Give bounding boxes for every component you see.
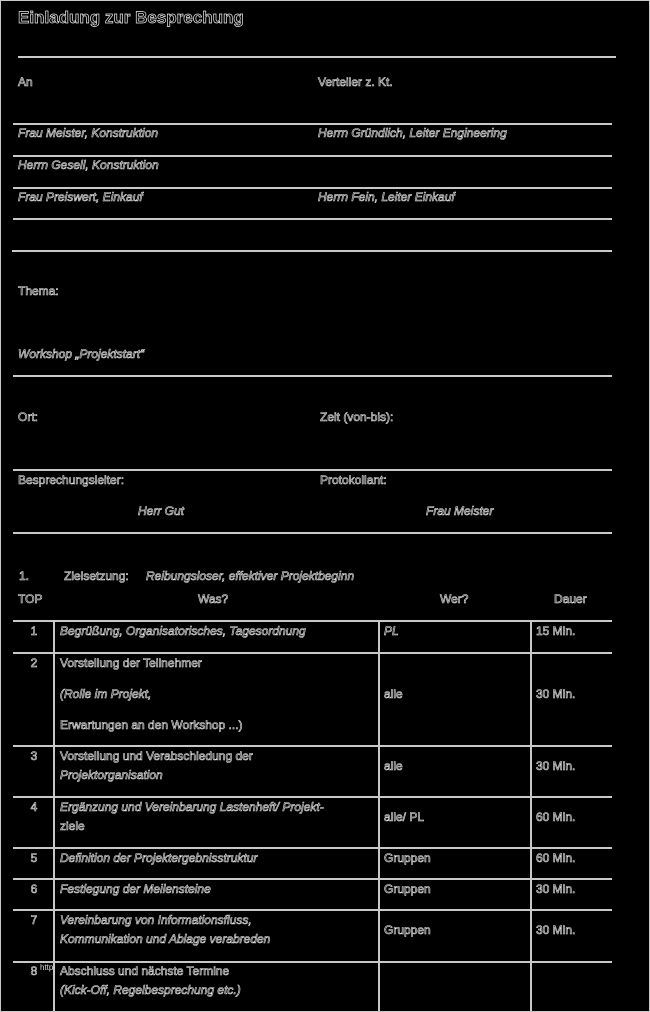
row-top: 2 [30, 656, 38, 670]
topic-value: Workshop „Projektstart“ [18, 347, 145, 361]
row-who: Gruppen [384, 851, 431, 865]
recipient-to: Frau Preiswert, Einkauf [18, 190, 143, 204]
table-column-divider [530, 620, 532, 1012]
row-who: alle [384, 759, 403, 773]
time-label: Zeit (von-bis): [320, 410, 394, 424]
row-what: (Kick-Off, Regelbesprechung etc.) [60, 983, 241, 997]
table-row-divider [13, 961, 612, 963]
divider [13, 532, 612, 534]
divider [13, 187, 612, 189]
row-duration: 60 Min. [536, 851, 576, 865]
divider [13, 469, 612, 471]
topic-label: Thema: [18, 284, 59, 298]
row-top: 7 [30, 913, 38, 927]
row-top: 1 [30, 624, 38, 638]
row-top: 8 [30, 964, 38, 978]
row-what: Festlegung der Meilensteine [60, 882, 211, 896]
row-what: ziele [60, 819, 85, 833]
row-duration: 15 Min. [536, 624, 576, 638]
table-row-divider [13, 745, 612, 747]
goal-label: Zielsetzung: [64, 569, 129, 583]
goal-number: 1. [19, 569, 30, 583]
row-who: Gruppen [384, 923, 431, 937]
recipient-to: Frau Meister, Konstruktion [18, 126, 159, 140]
row-who: Gruppen [384, 882, 431, 896]
minutes-value: Frau Meister [426, 504, 494, 518]
row-who: alle [384, 687, 403, 701]
row-what: Definition der Projektergebnisstruktur [60, 851, 258, 865]
header-duration: Dauer [554, 592, 587, 606]
recipient-to: Herrn Gesell, Konstruktion [18, 158, 159, 172]
row-duration: 60 Min. [536, 810, 576, 824]
table-row-divider [13, 796, 612, 798]
table-row-divider [13, 652, 612, 654]
row-what: Vereinbarung von Informationsfluss, [60, 913, 252, 927]
row-top: 3 [30, 749, 38, 763]
row-top: 4 [30, 800, 38, 814]
recipient-cc: Herrn Gründlich, Leiter Engineering [318, 126, 507, 140]
overlay-link-text: http [40, 963, 54, 972]
row-duration: 30 Min. [536, 923, 576, 937]
row-what: Abschluss und nächste Termine [60, 964, 230, 978]
row-what: Vorstellung der Teilnehmer [60, 656, 202, 670]
recipient-cc: Herrn Fein, Leiter Einkauf [318, 190, 455, 204]
row-what: Kommunikation und Ablage verabreden [60, 932, 271, 946]
row-top: 5 [30, 851, 38, 865]
row-what: Vorstellung und Verabschiedung der [60, 749, 253, 763]
row-what: (Rolle im Projekt, [60, 687, 152, 701]
header-top: TOP [18, 592, 43, 606]
table-column-divider [378, 620, 380, 1012]
row-duration: 30 Min. [536, 759, 576, 773]
row-top: 6 [30, 882, 38, 896]
header-who: Wer? [440, 592, 469, 606]
table-row-divider [13, 620, 612, 622]
goal-value: Reibungsloser, effektiver Projektbeginn [146, 569, 355, 583]
table-row-divider [13, 909, 612, 911]
chair-value: Herr Gut [138, 504, 185, 518]
row-who: alle/ PL [384, 810, 425, 824]
header-what: Was? [198, 592, 229, 606]
row-who: PL [384, 624, 399, 638]
divider [13, 375, 612, 377]
cc-label: Verteiler z. Kt. [318, 75, 393, 89]
table-row-divider [13, 847, 612, 849]
row-what: Erwartungen an den Workshop ...) [60, 718, 243, 732]
table-column-divider [53, 620, 55, 1012]
table-row-divider [13, 878, 612, 880]
row-duration: 30 Min. [536, 687, 576, 701]
row-duration: 30 Min. [536, 882, 576, 896]
divider [13, 218, 612, 220]
chair-label: Besprechungsleiter: [18, 473, 125, 487]
divider [18, 56, 616, 58]
row-what: Projektorganisation [60, 768, 163, 782]
minutes-label: Protokollant: [320, 473, 387, 487]
divider [12, 250, 612, 252]
place-label: Ort: [18, 410, 38, 424]
to-label: An [18, 75, 33, 89]
divider [13, 155, 612, 157]
divider [13, 123, 612, 125]
row-what: Begrüßung, Organisatorisches, Tagesordnung [60, 624, 306, 638]
row-what: Ergänzung und Vereinbarung Lastenheft/ Projekt- [60, 800, 324, 814]
document-title: Einladung zur Besprechung [18, 8, 244, 27]
